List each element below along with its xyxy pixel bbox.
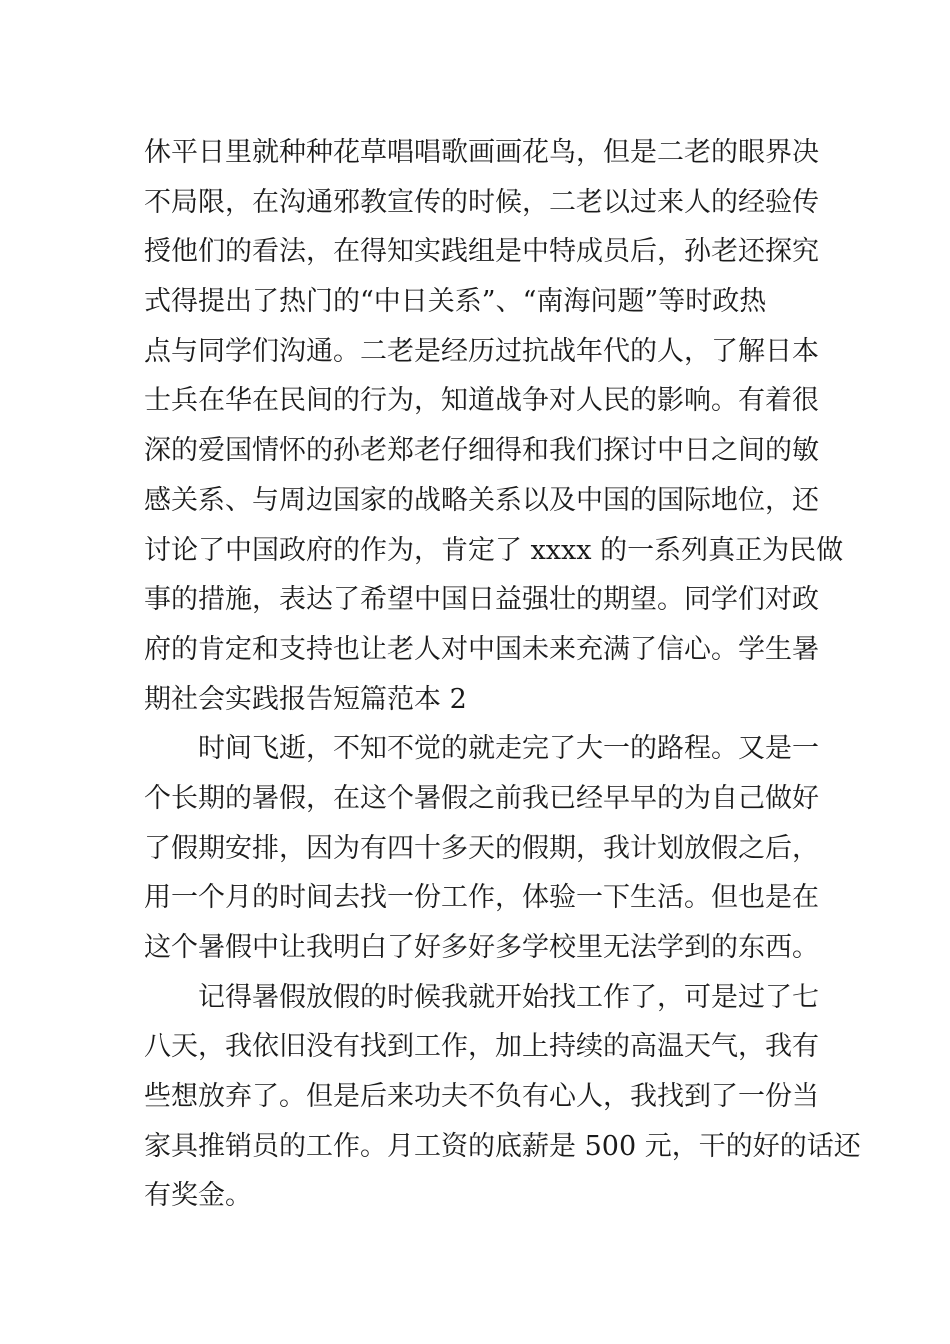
text-line: 讨论了中国政府的作为，肯定了 xxxx 的一系列真正为民做: [144, 534, 844, 566]
text-line: 有奖金。: [144, 1180, 252, 1212]
text-line: 深的爱国情怀的孙老郑老仔细得和我们探讨中日之间的敏: [144, 435, 819, 467]
paragraph-first-line: 记得暑假放假的时候我就开始找工作了，可是过了七: [198, 981, 819, 1013]
body-text: [144, 128, 861, 1221]
text-line: 用一个月的时间去找一份工作，体验一下生活。但也是在: [144, 882, 819, 914]
text-line: 点与同学们沟通。二老是经历过抗战年代的人，了解日本: [144, 335, 819, 367]
text-line: 八天，我依旧没有找到工作，加上持续的高温天气，我有: [144, 1031, 819, 1063]
text-line: 个长期的暑假，在这个暑假之前我已经早早的为自己做好: [144, 782, 819, 814]
text-line: 感关系、与周边国家的战略关系以及中国的国际地位，还: [144, 484, 819, 516]
text-line: 了假期安排，因为有四十多天的假期，我计划放假之后，: [144, 832, 819, 864]
text-line: 事的措施，表达了希望中国日益强壮的期望。同学们对政: [144, 584, 819, 616]
text-line: 休平日里就种种花草唱唱歌画画花鸟，但是二老的眼界决: [144, 137, 819, 168]
paragraph-first-line: 时间飞逝，不知不觉的就走完了大一的路程。又是一: [198, 733, 819, 765]
text-line: 些想放弃了。但是后来功夫不负有心人，我找到了一份当: [144, 1081, 819, 1113]
text-line: 家具推销员的工作。月工资的底薪是 500 元，干的好的话还: [144, 1130, 861, 1162]
text-line: 这个暑假中让我明白了好多好多学校里无法学到的东西。: [144, 932, 819, 963]
text-line: 式得提出了热门的“中日关系”、“南海问题”等时政热: [144, 286, 767, 318]
text-line: 授他们的看法，在得知实践组是中特成员后，孙老还探究: [144, 236, 819, 268]
text-line: 期社会实践报告短篇范本 2: [144, 683, 467, 715]
text-line: 不局限，在沟通邪教宣传的时候，二老以过来人的经验传: [144, 186, 819, 218]
text-line: 士兵在华在民间的行为，知道战争对人民的影响。有着很: [144, 385, 819, 417]
text-line: 府的肯定和支持也让老人对中国未来充满了信心。学生暑: [144, 633, 819, 665]
